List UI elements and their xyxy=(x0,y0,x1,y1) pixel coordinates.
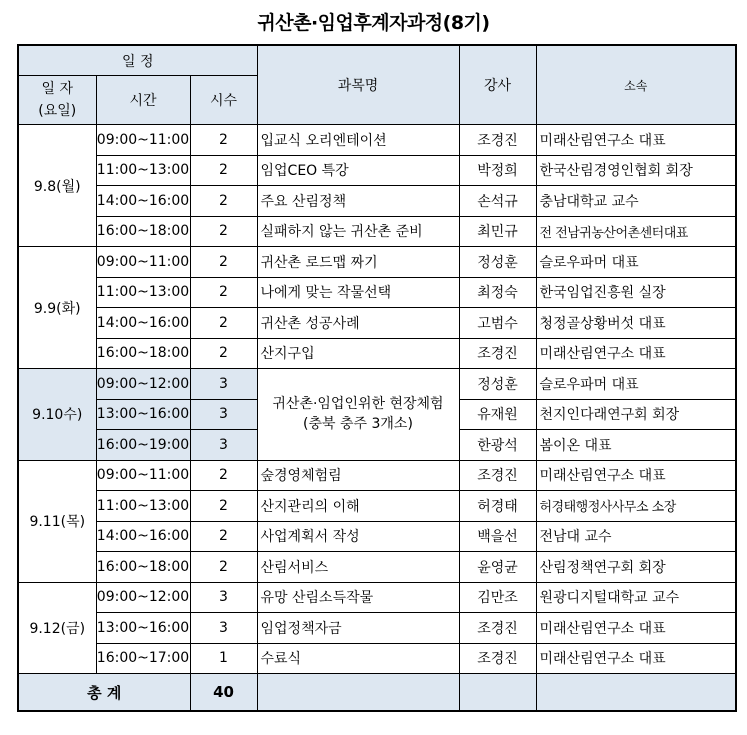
hours-cell: 2 xyxy=(190,552,257,583)
field-trip-title: 귀산촌·임업인위한 현장체험 xyxy=(272,396,444,413)
instructor-cell: 손석규 xyxy=(459,186,536,217)
course-header: 과목명 xyxy=(257,45,459,125)
date-header-line2: (요일) xyxy=(38,103,77,119)
table-row xyxy=(18,460,736,491)
affiliation-cell: 천지인다래연구회 회장 xyxy=(536,399,736,430)
instructor-cell: 조경진 xyxy=(459,643,536,674)
instructor-cell: 허경태 xyxy=(459,491,536,522)
instructor-cell: 최민규 xyxy=(459,216,536,247)
course-cell: 귀산촌 성공사례 xyxy=(257,308,459,339)
table-row xyxy=(18,338,736,369)
course-cell: 숲경영체험림 xyxy=(257,460,459,491)
hours-cell: 2 xyxy=(190,155,257,186)
time-cell: 13:00~16:00 xyxy=(96,399,190,430)
affiliation-cell: 전 전남귀농산어촌센터대표 xyxy=(536,216,736,247)
course-cell: 수료식 xyxy=(257,643,459,674)
instructor-cell: 한광석 xyxy=(459,430,536,461)
date-cell: 9.9(화) xyxy=(18,247,96,369)
course-cell: 유망 산림소득작물 xyxy=(257,582,459,613)
total-row xyxy=(18,674,736,712)
affiliation-cell: 충남대학교 교수 xyxy=(536,186,736,217)
table-row xyxy=(18,125,736,156)
table-row xyxy=(18,247,736,278)
table-row xyxy=(18,216,736,247)
instructor-cell: 최정숙 xyxy=(459,277,536,308)
hours-cell: 2 xyxy=(190,521,257,552)
hours-cell: 1 xyxy=(190,643,257,674)
hours-header: 시수 xyxy=(190,76,257,125)
time-cell: 11:00~13:00 xyxy=(96,277,190,308)
total-empty-cell xyxy=(459,674,536,712)
affiliation-cell: 원광디지털대학교 교수 xyxy=(536,582,736,613)
total-empty-cell xyxy=(536,674,736,712)
time-cell: 16:00~17:00 xyxy=(96,643,190,674)
total-label: 총 계 xyxy=(18,674,190,712)
instructor-cell: 조경진 xyxy=(459,125,536,156)
time-cell: 11:00~13:00 xyxy=(96,491,190,522)
hours-cell: 2 xyxy=(190,491,257,522)
table-row xyxy=(18,643,736,674)
hours-cell: 2 xyxy=(190,460,257,491)
table-row xyxy=(18,308,736,339)
course-cell: 입교식 오리엔테이션 xyxy=(257,125,459,156)
page-title: 귀산촌·임업후계자과정(8기) xyxy=(257,12,490,34)
course-cell-field-trip xyxy=(257,369,459,461)
instructor-cell: 백을선 xyxy=(459,521,536,552)
course-cell: 실패하지 않는 귀산촌 준비 xyxy=(257,216,459,247)
time-header: 시간 xyxy=(96,76,190,125)
date-cell: 9.10수) xyxy=(18,369,96,461)
table-row xyxy=(18,521,736,552)
date-header xyxy=(18,76,96,125)
affiliation-cell: 청정골상황버섯 대표 xyxy=(536,308,736,339)
time-cell: 11:00~13:00 xyxy=(96,155,190,186)
total-hours: 40 xyxy=(190,674,257,712)
hours-cell: 3 xyxy=(190,369,257,400)
course-cell: 사업계획서 작성 xyxy=(257,521,459,552)
course-cell: 나에게 맞는 작물선택 xyxy=(257,277,459,308)
date-cell: 9.8(월) xyxy=(18,125,96,247)
affiliation-cell: 슬로우파머 대표 xyxy=(536,247,736,278)
time-cell: 16:00~19:00 xyxy=(96,430,190,461)
instructor-cell: 조경진 xyxy=(459,460,536,491)
table-row xyxy=(18,277,736,308)
table-row xyxy=(18,491,736,522)
hours-cell: 2 xyxy=(190,247,257,278)
affiliation-cell: 허경태행정사사무소 소장 xyxy=(536,491,736,522)
affiliation-cell: 미래산림연구소 대표 xyxy=(536,338,736,369)
affiliation-cell: 슬로우파머 대표 xyxy=(536,369,736,400)
course-cell: 산지구입 xyxy=(257,338,459,369)
instructor-header: 강사 xyxy=(459,45,536,125)
header-row-1 xyxy=(18,45,736,76)
course-cell: 주요 산림정책 xyxy=(257,186,459,217)
time-cell: 16:00~18:00 xyxy=(96,552,190,583)
table-row xyxy=(18,155,736,186)
course-cell: 산림서비스 xyxy=(257,552,459,583)
instructor-cell: 박정희 xyxy=(459,155,536,186)
instructor-cell: 조경진 xyxy=(459,338,536,369)
date-cell: 9.11(목) xyxy=(18,460,96,582)
affiliation-cell: 미래산림연구소 대표 xyxy=(536,643,736,674)
time-cell: 14:00~16:00 xyxy=(96,521,190,552)
instructor-cell: 고범수 xyxy=(459,308,536,339)
affiliation-cell: 한국임업진흥원 실장 xyxy=(536,277,736,308)
instructor-cell: 김만조 xyxy=(459,582,536,613)
time-cell: 09:00~12:00 xyxy=(96,369,190,400)
instructor-cell: 유재원 xyxy=(459,399,536,430)
field-trip-location: (충북 충주 3개소) xyxy=(303,416,413,433)
schedule-header: 일 정 xyxy=(18,45,257,76)
hours-cell: 2 xyxy=(190,338,257,369)
table-row xyxy=(18,613,736,644)
hours-cell: 3 xyxy=(190,613,257,644)
affiliation-header: 소속 xyxy=(536,45,736,125)
course-cell: 임업CEO 특강 xyxy=(257,155,459,186)
time-cell: 14:00~16:00 xyxy=(96,308,190,339)
course-cell: 산지관리의 이해 xyxy=(257,491,459,522)
table-row xyxy=(18,552,736,583)
hours-cell: 2 xyxy=(190,186,257,217)
affiliation-cell: 산림정책연구회 회장 xyxy=(536,552,736,583)
time-cell: 09:00~11:00 xyxy=(96,125,190,156)
hours-cell: 3 xyxy=(190,582,257,613)
table-row xyxy=(18,369,736,400)
instructor-cell: 조경진 xyxy=(459,613,536,644)
table-row xyxy=(18,186,736,217)
hours-cell: 2 xyxy=(190,308,257,339)
time-cell: 16:00~18:00 xyxy=(96,338,190,369)
hours-cell: 2 xyxy=(190,216,257,247)
instructor-cell: 윤영균 xyxy=(459,552,536,583)
date-header-line1: 일 자 xyxy=(41,81,73,97)
hours-cell: 3 xyxy=(190,399,257,430)
hours-cell: 3 xyxy=(190,430,257,461)
affiliation-cell: 미래산림연구소 대표 xyxy=(536,613,736,644)
schedule-table xyxy=(17,44,737,712)
time-cell: 16:00~18:00 xyxy=(96,216,190,247)
total-empty-cell xyxy=(257,674,459,712)
instructor-cell: 정성훈 xyxy=(459,247,536,278)
date-cell: 9.12(금) xyxy=(18,582,96,674)
hours-cell: 2 xyxy=(190,125,257,156)
time-cell: 09:00~11:00 xyxy=(96,460,190,491)
time-cell: 13:00~16:00 xyxy=(96,613,190,644)
hours-cell: 2 xyxy=(190,277,257,308)
table-row xyxy=(18,582,736,613)
affiliation-cell: 전남대 교수 xyxy=(536,521,736,552)
affiliation-cell: 한국산림경영인협회 회장 xyxy=(536,155,736,186)
course-cell: 임업정책자금 xyxy=(257,613,459,644)
instructor-cell: 정성훈 xyxy=(459,369,536,400)
time-cell: 14:00~16:00 xyxy=(96,186,190,217)
affiliation-cell: 미래산림연구소 대표 xyxy=(536,460,736,491)
course-cell: 귀산촌 로드맵 짜기 xyxy=(257,247,459,278)
time-cell: 09:00~11:00 xyxy=(96,247,190,278)
affiliation-cell: 봄이온 대표 xyxy=(536,430,736,461)
time-cell: 09:00~12:00 xyxy=(96,582,190,613)
affiliation-cell: 미래산림연구소 대표 xyxy=(536,125,736,156)
